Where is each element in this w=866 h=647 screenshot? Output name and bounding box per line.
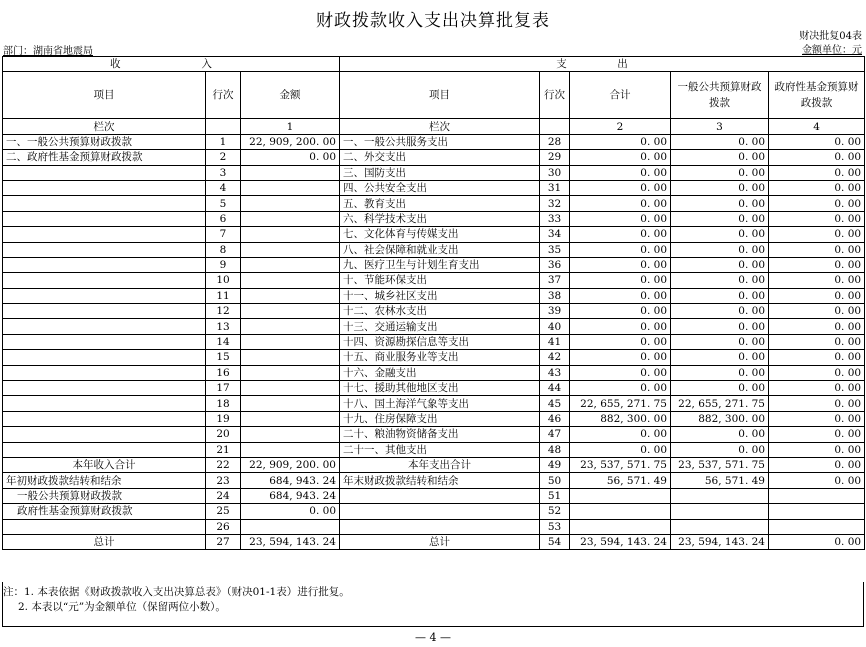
column-number-row: 栏次 1 栏次 2 3 4 bbox=[3, 119, 865, 134]
cell-general: 882, 300. 00 bbox=[671, 411, 769, 426]
table-row bbox=[3, 257, 865, 272]
cell-general: 0. 00 bbox=[671, 134, 769, 149]
cell-fund: 0. 00 bbox=[769, 134, 865, 149]
cell-exp-line: 39 bbox=[540, 304, 570, 319]
cell-fund: 0. 00 bbox=[769, 411, 865, 426]
table-row bbox=[3, 304, 865, 319]
header-fund-budget: 政府性基金预算财政拨款 bbox=[769, 72, 865, 119]
cell-inc-amt bbox=[241, 396, 340, 411]
header-general-budget: 一般公共预算财政拨款 bbox=[671, 72, 769, 119]
carry-over-row: 年初财政拨款结转和结余 23 684, 943. 24 年末财政拨款结转和结余 50 56, 571. 49 56, 571. 49 0. 00 bbox=[3, 473, 865, 488]
cell-exp-line: 46 bbox=[540, 411, 570, 426]
header-income-amount: 金额 bbox=[241, 72, 340, 119]
cell-general: 0. 00 bbox=[671, 273, 769, 288]
cell-general: 0. 00 bbox=[671, 350, 769, 365]
note-1: 注：1. 本表依据《财政拨款收入支出决算总表》（财决01-1表）进行批复。 bbox=[3, 586, 350, 598]
cell-general: 0. 00 bbox=[671, 227, 769, 242]
cell-total: 0. 00 bbox=[570, 242, 671, 257]
cell-inc-line: 3 bbox=[206, 165, 241, 180]
note-2: 2. 本表以“元”为金额单位（保留两位小数）。 bbox=[18, 601, 226, 613]
cell-exp-item: 五、教育支出 bbox=[340, 196, 540, 211]
cell-inc-amt bbox=[241, 411, 340, 426]
cell-total: 0. 00 bbox=[570, 134, 671, 149]
cell-exp-item: 八、社会保障和就业支出 bbox=[340, 242, 540, 257]
cell-exp-line: 42 bbox=[540, 350, 570, 365]
cell-inc-line: 13 bbox=[206, 319, 241, 334]
table-row bbox=[3, 334, 865, 349]
header-expense-line: 行次 bbox=[540, 72, 570, 119]
cell-inc-amt bbox=[241, 196, 340, 211]
cell-total: 0. 00 bbox=[570, 442, 671, 457]
cell-total: 22, 655, 271. 75 bbox=[570, 396, 671, 411]
cell-fund: 0. 00 bbox=[769, 196, 865, 211]
cell-total: 0. 00 bbox=[570, 257, 671, 272]
cell-general: 0. 00 bbox=[671, 165, 769, 180]
table-row bbox=[3, 365, 865, 380]
cell-general: 0. 00 bbox=[671, 365, 769, 380]
cell-exp-line: 31 bbox=[540, 180, 570, 195]
cell-inc-item bbox=[3, 427, 206, 442]
cell-inc-item bbox=[3, 442, 206, 457]
cell-inc-item bbox=[3, 288, 206, 303]
cell-inc-item bbox=[3, 350, 206, 365]
cell-fund: 0. 00 bbox=[769, 165, 865, 180]
cell-general: 22, 655, 271. 75 bbox=[671, 396, 769, 411]
cell-general: 0. 00 bbox=[671, 334, 769, 349]
cell-inc-line: 16 bbox=[206, 365, 241, 380]
cell-inc-line: 7 bbox=[206, 227, 241, 242]
cell-inc-item bbox=[3, 396, 206, 411]
cell-exp-line: 34 bbox=[540, 227, 570, 242]
cell-fund: 0. 00 bbox=[769, 319, 865, 334]
cell-total: 0. 00 bbox=[570, 319, 671, 334]
cell-exp-line: 48 bbox=[540, 442, 570, 457]
cell-exp-item: 十七、援助其他地区支出 bbox=[340, 381, 540, 396]
table-row bbox=[3, 396, 865, 411]
cell-fund: 0. 00 bbox=[769, 150, 865, 165]
cell-exp-line: 36 bbox=[540, 257, 570, 272]
cell-exp-item: 二十、粮油物资储备支出 bbox=[340, 427, 540, 442]
cell-fund: 0. 00 bbox=[769, 427, 865, 442]
income-section-header: 收 入 bbox=[3, 57, 340, 72]
cell-inc-item bbox=[3, 180, 206, 195]
cell-inc-line: 8 bbox=[206, 242, 241, 257]
cell-exp-item: 十六、金融支出 bbox=[340, 365, 540, 380]
cell-inc-amt bbox=[241, 165, 340, 180]
cell-total: 0. 00 bbox=[570, 427, 671, 442]
cell-inc-line: 9 bbox=[206, 257, 241, 272]
cell-inc-item bbox=[3, 242, 206, 257]
table-row bbox=[3, 196, 865, 211]
cell-exp-line: 38 bbox=[540, 288, 570, 303]
cell-fund: 0. 00 bbox=[769, 442, 865, 457]
form-code: 财决批复04表 bbox=[799, 31, 862, 42]
cell-exp-item: 六、科学技术支出 bbox=[340, 211, 540, 226]
cell-inc-item bbox=[3, 273, 206, 288]
table-row bbox=[3, 350, 865, 365]
cell-total: 0. 00 bbox=[570, 350, 671, 365]
carry-fund-row: 政府性基金预算财政拨款 25 0. 00 52 bbox=[3, 504, 865, 519]
cell-exp-item: 十三、交通运输支出 bbox=[340, 319, 540, 334]
cell-exp-line: 44 bbox=[540, 381, 570, 396]
table-row bbox=[3, 319, 865, 334]
cell-inc-amt bbox=[241, 350, 340, 365]
carry-general-row: 一般公共预算财政拨款 24 684, 943. 24 51 bbox=[3, 488, 865, 503]
cell-exp-line: 28 bbox=[540, 134, 570, 149]
cell-inc-amt: 0. 00 bbox=[241, 150, 340, 165]
cell-fund: 0. 00 bbox=[769, 288, 865, 303]
cell-total: 0. 00 bbox=[570, 150, 671, 165]
cell-inc-item bbox=[3, 211, 206, 226]
table-row bbox=[3, 180, 865, 195]
table-row bbox=[3, 273, 865, 288]
cell-inc-item bbox=[3, 165, 206, 180]
cell-total: 0. 00 bbox=[570, 381, 671, 396]
cell-total: 0. 00 bbox=[570, 273, 671, 288]
department-label: 部门：湖南省地震局 bbox=[3, 46, 93, 57]
cell-inc-amt bbox=[241, 288, 340, 303]
table-row bbox=[3, 411, 865, 426]
cell-general: 0. 00 bbox=[671, 288, 769, 303]
cell-exp-item: 四、公共安全支出 bbox=[340, 180, 540, 195]
cell-fund: 0. 00 bbox=[769, 257, 865, 272]
cell-exp-line: 30 bbox=[540, 165, 570, 180]
cell-fund: 0. 00 bbox=[769, 381, 865, 396]
cell-inc-line: 15 bbox=[206, 350, 241, 365]
cell-fund: 0. 00 bbox=[769, 242, 865, 257]
cell-inc-line: 2 bbox=[206, 150, 241, 165]
cell-total: 0. 00 bbox=[570, 304, 671, 319]
cell-inc-line: 19 bbox=[206, 411, 241, 426]
cell-inc-item bbox=[3, 304, 206, 319]
expense-section-header: 支 出 bbox=[340, 57, 865, 72]
cell-exp-item: 三、国防支出 bbox=[340, 165, 540, 180]
cell-exp-item: 七、文化体育与传媒支出 bbox=[340, 227, 540, 242]
cell-exp-item: 一、一般公共服务支出 bbox=[340, 134, 540, 149]
cell-inc-line: 4 bbox=[206, 180, 241, 195]
cell-inc-item: 二、政府性基金预算财政拨款 bbox=[3, 150, 206, 165]
table-row bbox=[3, 442, 865, 457]
cell-fund: 0. 00 bbox=[769, 350, 865, 365]
cell-inc-amt bbox=[241, 257, 340, 272]
cell-general: 0. 00 bbox=[671, 196, 769, 211]
cell-inc-item bbox=[3, 334, 206, 349]
appropriation-table bbox=[2, 56, 865, 550]
unit-label: 金额单位：元 bbox=[802, 45, 862, 56]
cell-total: 0. 00 bbox=[570, 165, 671, 180]
table-row bbox=[3, 165, 865, 180]
cell-inc-item bbox=[3, 365, 206, 380]
cell-general: 0. 00 bbox=[671, 442, 769, 457]
cell-general: 0. 00 bbox=[671, 180, 769, 195]
cell-exp-line: 32 bbox=[540, 196, 570, 211]
cell-fund: 0. 00 bbox=[769, 211, 865, 226]
cell-exp-item: 十一、城乡社区支出 bbox=[340, 288, 540, 303]
cell-inc-amt bbox=[241, 365, 340, 380]
cell-fund: 0. 00 bbox=[769, 180, 865, 195]
cell-general: 0. 00 bbox=[671, 381, 769, 396]
cell-total: 0. 00 bbox=[570, 196, 671, 211]
cell-inc-amt bbox=[241, 381, 340, 396]
table-row bbox=[3, 211, 865, 226]
table-row bbox=[3, 381, 865, 396]
cell-inc-line: 21 bbox=[206, 442, 241, 457]
cell-exp-line: 45 bbox=[540, 396, 570, 411]
cell-inc-line: 1 bbox=[206, 134, 241, 149]
cell-inc-amt bbox=[241, 227, 340, 242]
cell-exp-line: 40 bbox=[540, 319, 570, 334]
cell-total: 882, 300. 00 bbox=[570, 411, 671, 426]
table-row bbox=[3, 427, 865, 442]
cell-inc-amt bbox=[241, 319, 340, 334]
cell-inc-line: 5 bbox=[206, 196, 241, 211]
cell-fund: 0. 00 bbox=[769, 227, 865, 242]
cell-inc-item bbox=[3, 319, 206, 334]
cell-inc-line: 18 bbox=[206, 396, 241, 411]
cell-general: 0. 00 bbox=[671, 242, 769, 257]
header-income-item: 项目 bbox=[3, 72, 206, 119]
cell-inc-line: 6 bbox=[206, 211, 241, 226]
cell-fund: 0. 00 bbox=[769, 304, 865, 319]
table-row bbox=[3, 242, 865, 257]
cell-total: 0. 00 bbox=[570, 365, 671, 380]
header-income-line: 行次 bbox=[206, 72, 241, 119]
cell-exp-item: 十二、农林水支出 bbox=[340, 304, 540, 319]
cell-inc-item bbox=[3, 381, 206, 396]
cell-exp-item: 十、节能环保支出 bbox=[340, 273, 540, 288]
cell-inc-amt bbox=[241, 273, 340, 288]
cell-exp-line: 35 bbox=[540, 242, 570, 257]
header-total: 合计 bbox=[570, 72, 671, 119]
cell-inc-item bbox=[3, 227, 206, 242]
cell-total: 0. 00 bbox=[570, 334, 671, 349]
cell-exp-line: 29 bbox=[540, 150, 570, 165]
cell-general: 0. 00 bbox=[671, 427, 769, 442]
cell-inc-amt: 22, 909, 200. 00 bbox=[241, 134, 340, 149]
cell-inc-line: 20 bbox=[206, 427, 241, 442]
cell-exp-item: 十八、国土海洋气象等支出 bbox=[340, 396, 540, 411]
cell-inc-item bbox=[3, 257, 206, 272]
page-title: 财政拨款收入支出决算批复表 bbox=[316, 11, 550, 31]
cell-general: 0. 00 bbox=[671, 319, 769, 334]
cell-general: 0. 00 bbox=[671, 304, 769, 319]
cell-exp-item: 九、医疗卫生与计划生育支出 bbox=[340, 257, 540, 272]
cell-inc-amt bbox=[241, 304, 340, 319]
notes bbox=[3, 585, 350, 615]
cell-inc-amt bbox=[241, 334, 340, 349]
cell-exp-line: 33 bbox=[540, 211, 570, 226]
cell-exp-item: 十九、住房保障支出 bbox=[340, 411, 540, 426]
cell-total: 0. 00 bbox=[570, 180, 671, 195]
cell-total: 0. 00 bbox=[570, 288, 671, 303]
cell-exp-item: 二、外交支出 bbox=[340, 150, 540, 165]
table-row bbox=[3, 150, 865, 165]
cell-inc-line: 17 bbox=[206, 381, 241, 396]
cell-inc-amt bbox=[241, 242, 340, 257]
cell-inc-line: 10 bbox=[206, 273, 241, 288]
cell-inc-line: 12 bbox=[206, 304, 241, 319]
cell-inc-amt bbox=[241, 211, 340, 226]
blank-row: 26 53 bbox=[3, 519, 865, 534]
page-number: — 4 — bbox=[415, 631, 451, 644]
cell-fund: 0. 00 bbox=[769, 273, 865, 288]
cell-exp-item: 二十一、其他支出 bbox=[340, 442, 540, 457]
cell-exp-line: 37 bbox=[540, 273, 570, 288]
cell-inc-amt bbox=[241, 180, 340, 195]
cell-inc-item bbox=[3, 411, 206, 426]
cell-fund: 0. 00 bbox=[769, 365, 865, 380]
grand-total-row: 总计 27 23, 594, 143. 24 总计 54 23, 594, 143. 24 23, 594, 143. 24 0. 00 bbox=[3, 534, 865, 549]
cell-exp-line: 47 bbox=[540, 427, 570, 442]
cell-inc-amt bbox=[241, 427, 340, 442]
cell-total: 0. 00 bbox=[570, 227, 671, 242]
table-row bbox=[3, 134, 865, 149]
cell-general: 0. 00 bbox=[671, 257, 769, 272]
cell-exp-item: 十五、商业服务业等支出 bbox=[340, 350, 540, 365]
table-row bbox=[3, 227, 865, 242]
cell-fund: 0. 00 bbox=[769, 334, 865, 349]
year-total-row: 本年收入合计 22 22, 909, 200. 00 本年支出合计 49 23, 537, 571. 75 23, 537, 571. 75 0. 00 bbox=[3, 457, 865, 472]
cell-fund: 0. 00 bbox=[769, 396, 865, 411]
cell-exp-item: 十四、资源勘探信息等支出 bbox=[340, 334, 540, 349]
cell-inc-line: 11 bbox=[206, 288, 241, 303]
cell-inc-line: 14 bbox=[206, 334, 241, 349]
cell-exp-line: 41 bbox=[540, 334, 570, 349]
cell-general: 0. 00 bbox=[671, 211, 769, 226]
cell-inc-amt bbox=[241, 442, 340, 457]
cell-exp-line: 43 bbox=[540, 365, 570, 380]
cell-general: 0. 00 bbox=[671, 150, 769, 165]
cell-inc-item bbox=[3, 196, 206, 211]
cell-total: 0. 00 bbox=[570, 211, 671, 226]
header-expense-item: 项目 bbox=[340, 72, 540, 119]
table-row bbox=[3, 288, 865, 303]
cell-inc-item: 一、一般公共预算财政拨款 bbox=[3, 134, 206, 149]
